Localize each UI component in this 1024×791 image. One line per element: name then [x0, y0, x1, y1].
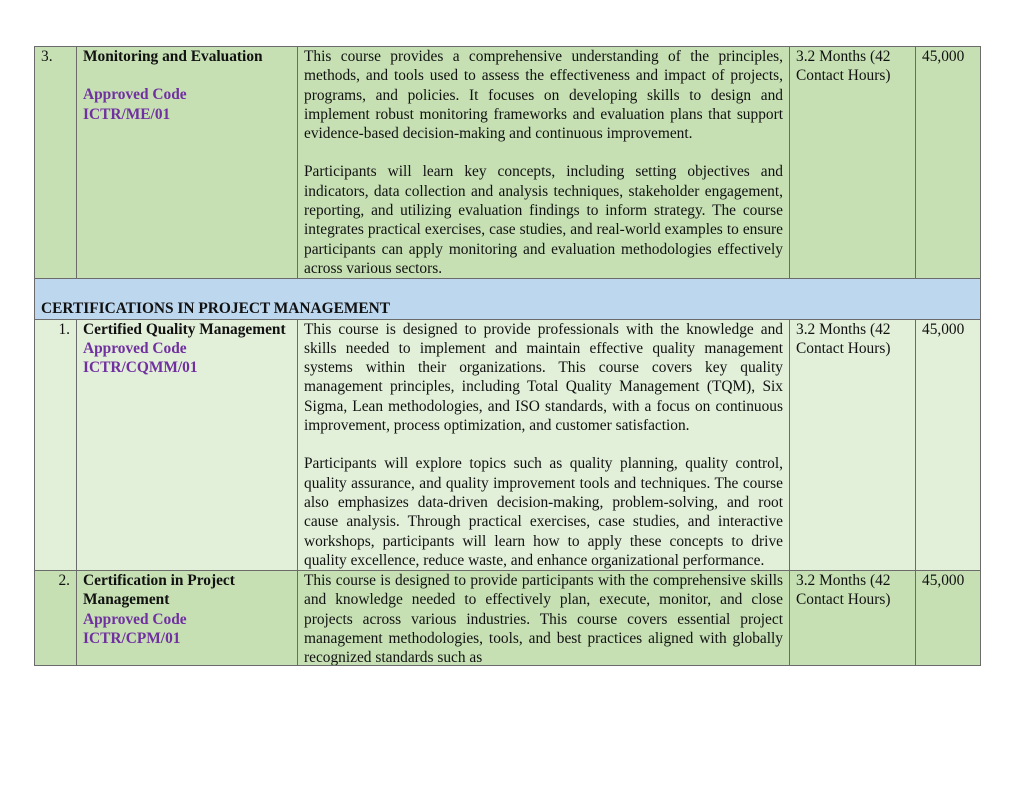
table-row: [35, 319, 981, 571]
course-title: Certified Quality Management: [83, 320, 286, 338]
description-paragraph: Participants will learn key concepts, including setting objectives and indicators, data collection and analysis techniques, stakeholder engagement, reporting, and utilizing evaluation findings to inform strategy. The course integrates practical exercises, case studies, and real-world examples to ensure participants can apply monitoring and evaluation methodologies effectively across various sectors.: [304, 163, 783, 277]
description-paragraph: Participants will explore topics such as quality planning, quality control, quality assurance, and quality improvement tools and techniques. The course also emphasizes data-driven decision-making, problem-solving, and root cause analysis. Through practical exercises, case studies, and interactive workshops, participants will learn how to apply these concepts to drive quality excellence, reduce waste, and enhance organizational performance.: [304, 455, 783, 569]
course-description: [298, 47, 790, 279]
course-fee: 45,000: [916, 571, 981, 666]
approved-code: ICTR/ME/01: [83, 105, 171, 123]
course-title-cell: [77, 319, 298, 571]
table-row: [35, 571, 981, 666]
course-table: [34, 46, 981, 666]
course-description: [298, 571, 790, 666]
description-paragraph: This course is designed to provide professionals with the knowledge and skills needed to implement and maintain effective quality management systems within their organizations. This course covers key quality management principles, including Total Quality Management (TQM), Six Sigma, Lean methodologies, and ISO standards, with a focus on continuous improvement, process optimization, and customer satisfaction.: [304, 320, 783, 435]
course-fee: 45,000: [916, 319, 981, 571]
course-fee: 45,000: [916, 47, 981, 279]
course-title-cell: [77, 47, 298, 279]
course-title: Certification in Project Management: [83, 572, 235, 609]
approved-code: ICTR/CPM/01: [83, 630, 181, 648]
course-title-cell: [77, 571, 298, 666]
approved-code-label: Approved Code: [83, 339, 187, 357]
approved-code-label: Approved Code: [83, 610, 187, 628]
approved-code: ICTR/CQMM/01: [83, 359, 198, 377]
description-paragraph: This course is designed to provide participants with the comprehensive skills and knowledge needed to effectively plan, execute, monitor, and close projects across various industries. This course covers essential project management methodologies, tools, and best practices aligned with globally recognized standards such as: [304, 572, 783, 666]
course-description: [298, 319, 790, 571]
section-heading: CERTIFICATIONS IN PROJECT MANAGEMENT: [35, 279, 981, 319]
course-title: Monitoring and Evaluation: [83, 48, 263, 65]
course-duration: 3.2 Months (42 Contact Hours): [790, 47, 916, 279]
table-row: [35, 47, 981, 279]
row-number: 3.: [35, 47, 77, 279]
course-duration: 3.2 Months (42 Contact Hours): [790, 571, 916, 666]
course-duration: 3.2 Months (42 Contact Hours): [790, 319, 916, 571]
row-number: 1.: [35, 319, 77, 571]
approved-code-label: Approved Code: [83, 86, 187, 104]
description-paragraph: This course provides a comprehensive understanding of the principles, methods, and tools used to assess the effectiveness and impact of projects, programs, and policies. It focuses on developing skills to design and implement robust monitoring frameworks and evaluation plans that support evidence-based decision-making and continuous improvement.: [304, 48, 783, 143]
section-header-row: [35, 279, 981, 319]
row-number: 2.: [35, 571, 77, 666]
